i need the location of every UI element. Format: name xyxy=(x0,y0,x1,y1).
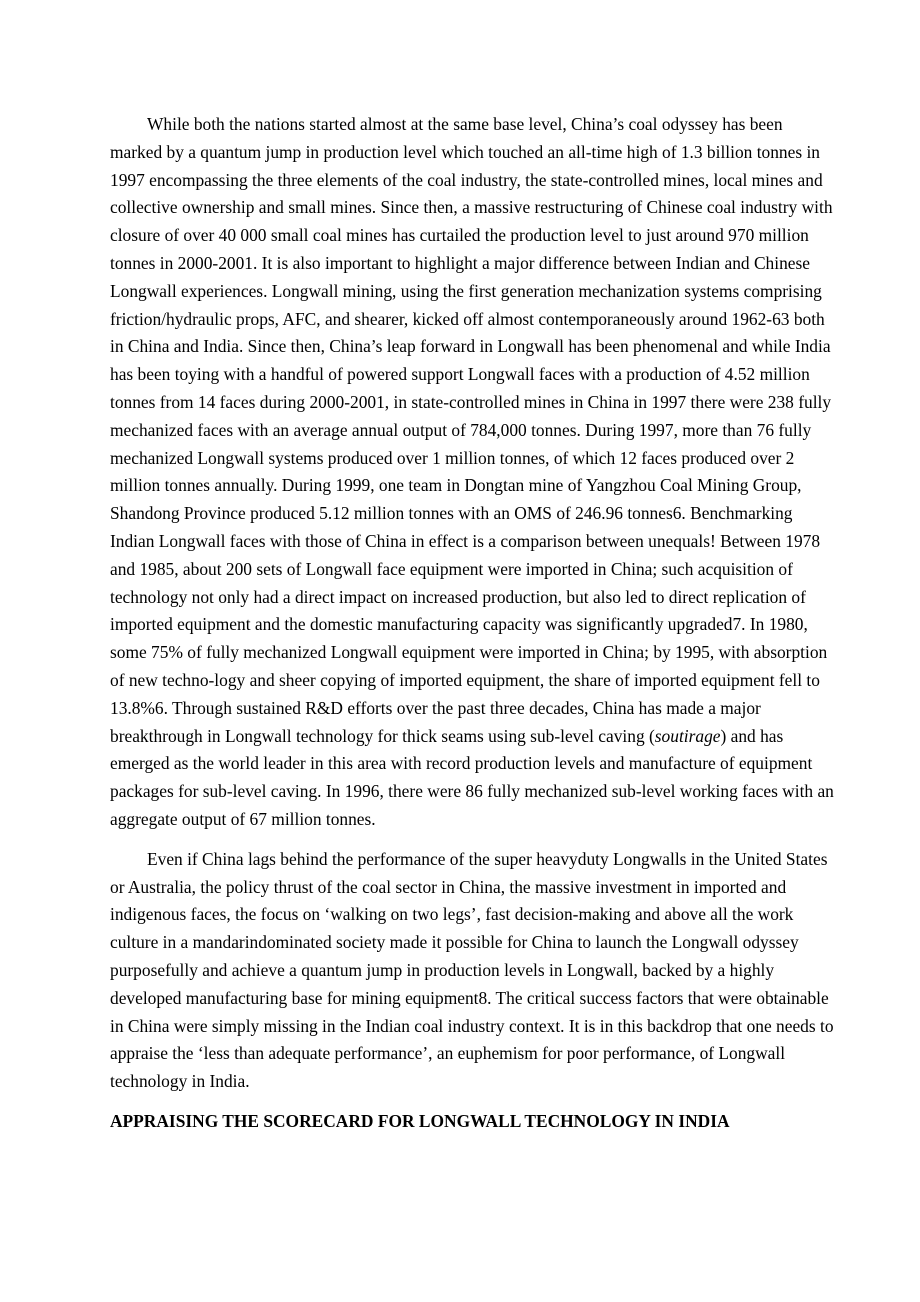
paragraph-china-coal-odyssey xyxy=(110,111,836,834)
italic-term: soutirage xyxy=(654,725,721,746)
paragraph-text: While both the nations started almost at the same base level, China’s coal odyssey has been marked by a quantum jump in production level which touched an all-time high of 1.3 billion tonnes in 1997 encompassing the three elements of the coal industry, the state-controlled mines, local mines and collective ownership and small mines. Since then, a massive restructuring of Chinese coal industry with closure of over 40 000 small coal mines has curtailed the production level to just around 970 million tonnes in 2000-2001. It is also important to highlight a major difference between Indian and Chinese Longwall experiences. Longwall mining, using the first generation mechanization systems comprising friction/hydraulic props, AFC, and shearer, kicked off almost contemporaneously around 1962-63 both in China and India. Since then, China’s leap forward in Longwall has been phenomenal and while India has been toying with a handful of powered support Longwall faces with a production of 4.52 million tonnes from 14 faces during 2000-2001, in state-controlled mines in China in 1997 there were 238 fully mechanized faces with an average annual output of 784,000 tonnes. During 1997, more than 76 fully mechanized Longwall systems produced over 1 million tonnes, of which 12 faces produced over 2 million tonnes annually. During 1999, one team in Dongtan mine of Yangzhou Coal Mining Group, Shandong Province produced 5.12 million tonnes with an OMS of 246.96 tonnes6. Benchmarking Indian Longwall faces with those of China in effect is a comparison between unequals! Between 1978 and 1985, about 200 sets of Longwall face equipment were imported in China; such acquisition of technology not only had a direct impact on increased production, but also led to direct replication of imported equipment and the domestic manufacturing capacity was significantly upgraded7. In 1980, some 75% of fully mechanized Longwall equipment were imported in China; by 1995, with absorption of new techno-logy and sheer copying of imported equipment, the share of imported equipment fell to 13.8%6. Through sustained R&D efforts over the past three decades, China has made a major breakthrough in Longwall technology for thick seams using sub-level caving ( xyxy=(110,114,833,746)
section-heading: APPRAISING THE SCORECARD FOR LONGWALL TECHNOLOGY IN INDIA xyxy=(110,1110,730,1131)
document-page xyxy=(110,111,836,1136)
paragraph-china-lags-behind: Even if China lags behind the performance of the super heavyduty Longwalls in the United States or Australia, the policy thrust of the coal sector in China, the massive investment in imported and indigenous faces, the focus on ‘walking on two legs’, fast decision-making and above all the work culture in a mandarindominated society made it possible for China to launch the Longwall odyssey purposefully and achieve a quantum jump in production levels in Longwall, backed by a highly developed manufacturing base for mining equipment8. The critical success factors that were obtainable in China were simply missing in the Indian coal industry context. It is in this backdrop that one needs to appraise the ‘less than adequate performance’, an euphemism for poor performance, of Longwall technology in India. xyxy=(110,848,834,1092)
paragraph-text: ) and has emerged as the world leader in this area with record production levels and manufacture of equipment packages for sub-level caving. In 1996, there were 86 fully mechanized sub-level working faces with an aggregate output of 67 million tonnes. xyxy=(110,725,834,829)
